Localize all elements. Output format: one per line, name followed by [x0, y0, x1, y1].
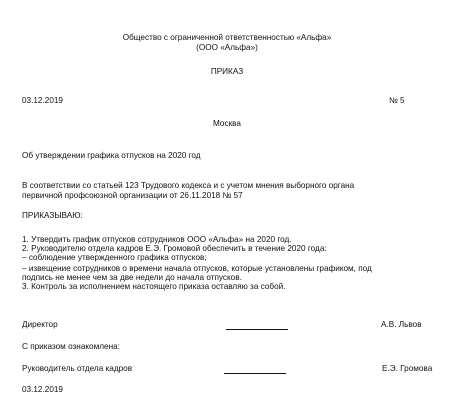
basis-line-2: первичной профсоюзной организации от 26.11.2018 № 57	[22, 191, 243, 200]
hr-title: Руководитель отдела кадров	[22, 364, 133, 373]
director-title: Директор	[22, 320, 58, 329]
order-item-1: 1. Утвердить график отпусков сотрудников ООО «Альфа» на 2020 год.	[22, 235, 292, 244]
order-item-2b: – извещение сотрудников о времени начала отпусков, которые установлены графиком, под	[22, 264, 372, 273]
order-item-2b-cont: подпись не менее чем за две недели до начала отпусков.	[22, 273, 242, 282]
basis-line-1: В соответствии со статьей 123 Трудового кодекса и с учетом мнения выборного органа	[22, 181, 355, 190]
order-date: 03.12.2019	[22, 96, 63, 105]
director-signature-line	[226, 329, 288, 330]
order-subject: Об утверждении графика отпусков на 2020 год	[22, 151, 201, 160]
document-type: ПРИКАЗ	[210, 67, 244, 76]
director-name: А.В. Львов	[381, 320, 422, 329]
hr-name: Е.Э. Громова	[382, 364, 433, 373]
order-item-2: 2. Руководителю отдела кадров Е.Э. Громовой обеспечить в течение 2020 года:	[22, 244, 327, 253]
organization-short-name: (ООО «Альфа»)	[196, 43, 258, 52]
order-city: Москва	[213, 119, 241, 128]
acknowledgement-date: 03.12.2019	[22, 385, 63, 394]
order-item-2a: – соблюдение утвержденного графика отпусков;	[22, 253, 207, 262]
acknowledgement-label: С приказом ознакомлена:	[22, 342, 120, 351]
order-item-3: 3. Контроль за исполнением настоящего приказа оставляю за собой.	[22, 282, 286, 291]
hr-signature-line	[224, 373, 286, 374]
order-number: № 5	[389, 96, 405, 105]
organization-name: Общество с ограниченной ответственностью «Альфа»	[122, 33, 332, 42]
order-word: ПРИКАЗЫВАЮ:	[22, 211, 83, 220]
